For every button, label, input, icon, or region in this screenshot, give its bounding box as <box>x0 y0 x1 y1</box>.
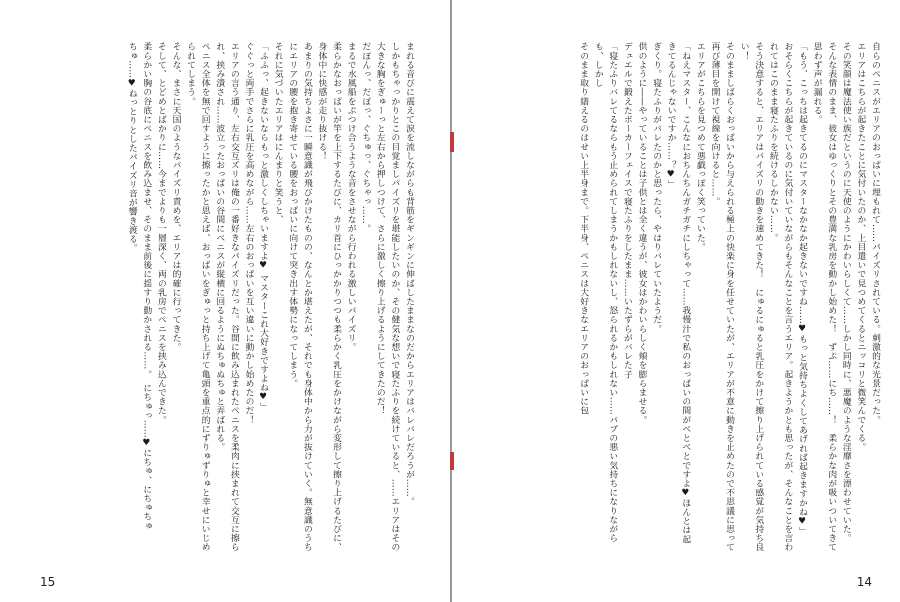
paragraph: 供のように――やっていることは子供とは全く違うが、彼女はかわいらしく頬を膨らませる。 <box>636 42 647 425</box>
paragraph: そんな、まさに天国のようなパイズリ責めを、エリアは的確に行ってきた。 <box>170 42 181 352</box>
paragraph: 柔らかなおっぱいが竿を上下するたびに、カリ首にひっかかりつつも柔らかく乳圧をかけながら変形して擦り上げるたびに、身体中に快感が走り抜ける！ <box>316 42 342 552</box>
paragraph: しかもちゃっかりとこの目覚ましパイズリを堪能したいのか、その健気な想いで寝たふりを続けていると、……エリアはその大きな胸をぎゅーっと左右から押しつけて、さらに激しく擦り上げるようにしてきたのだ！ <box>374 42 400 552</box>
paragraph: そんな表情のまま、彼女はゆっくりとその豊満な乳房を動かし始めた！ ずぷ……にち……！ 柔らかな肉が吸いついてきて思わず声が漏れる。 <box>811 42 837 552</box>
paragraph: 「ねえマスター、こんなにおちんちんガチガチにしちゃって……我慢汁で私のおっぱいの間がべとべとですよ♥ほんとは起きてるんじゃないですか……？♥」 <box>665 42 691 544</box>
page-number-left: 15 <box>40 575 56 589</box>
paragraph: エリアはこちらが起きたことに気付いたのか、上目遣いで見つめてくるとニッコリと微笑んでくる。 <box>855 42 866 452</box>
paragraph: 柔らかい胸の谷底にペニスを飲み込ませ、そのまま前後に揺すり動かされる……。 にちゅっ……♥にちゅ、にちゅちゅ <box>141 42 152 531</box>
paragraph: そして、とどめとばかりに……今までよりも一層深く、両の乳房でペニスを挟み込んできた。 <box>155 42 166 425</box>
paragraph: まるで水風船をぶつけ合うような音をさせながら行われる激しいパイズリ。 <box>345 42 356 352</box>
paragraph: ちゅ……♥ねっとりとしたパイズリ音が響き渡る。 <box>126 42 137 253</box>
left-page-text-columns <box>6 42 416 552</box>
paragraph: そのまま取り繕えるのはせい上半身まで。下半身、ペニスは大好きなエリアのおっぱいに包 <box>578 42 589 416</box>
paragraph: まれる音びに震えて涙を流しながらも背筋をギンギンに伸ばしたままなのだからエリアはバレバレだろうが……。 <box>404 42 414 507</box>
right-page-text-columns <box>492 42 882 552</box>
paragraph: そのまましばらくおっぱいから与えられる極上の快楽に身を任せていたが、エリアが不意に動きを止めたので不思議に思って再び薄目を開けて視線を向けると……。 <box>709 42 735 552</box>
paragraph: あまりの気持ちよさに一瞬意識が飛びかけたものの、なんとか堪えたが、それでも身体中から力が抜けていく。無意識のうちにエリアの腰を抱き寄せている腰をおっぱいに向けて突き出す体勢になってしまう。 <box>287 42 312 552</box>
paragraph: そう決意すると、エリアはパイズリの動きを速めてきた！ にゅるにゅると乳圧をかけて擦り上げられている感覚が気持ち良い！ <box>738 42 764 552</box>
right-page <box>454 0 900 602</box>
paragraph: それに気づいたエリアはにんまりと笑うと、 <box>272 42 283 224</box>
paragraph: 「ふふっ、起きないならもっと激しくしちゃいますよ♥ マスターこれ大好きですよね♥」 <box>258 42 269 412</box>
paragraph: 「もう、こっちは起きてるのにマスターなかなか起きないですね……♥もっと気持ちよくしてあげれば起きますかね♥」 <box>797 42 808 536</box>
paragraph: ぐぐっと両手でさらに乳圧を高めながら……左右のおっぱいを互い違いに動かし始めたのだ！ <box>243 42 254 425</box>
paragraph: 「寝たふりバレてるならもう止められてしまうかもしれないし、怒られるかもしれない……パブの悪い気持ちになりながらも、しかし <box>592 42 618 543</box>
paragraph: ペニス全体を無で回すように擦ったかと思えば、おっぱいをぎゅっと持ち上げて亀頭を重点的にずりゅずりゅと幸せにいじめられてしまう。 <box>185 42 210 552</box>
paragraph: 自らのペニスがエリアのおっぱいに埋もれて……パイズリされている。刺激的な光景だった。 <box>870 42 880 425</box>
paragraph: エリアの言う通り、左右交互ズリは俺の一番好きなパイズリだった。谷間に飲み込まれたペニスを柔肉に挟まれて交互に擦られ、挟み潰され……波立ったおっぱいの谷間にペニスが縦横に回るようにぬちゅぬちゅと弄ばれる。 <box>214 42 239 552</box>
paragraph: その笑顔は魔法使い族だというのに天使のようにかわいらしくて……しかし同時に、悪魔のような淫靡さを漂わせていた。 <box>840 42 851 543</box>
page-number-right: 14 <box>856 575 872 589</box>
paragraph: おそらくこちらが起きているのに気付いていながらもそんなことを言うエリア。起きようかとも思ったが、そんなことを言われてはこのまま寝たふりを続けるしかない……。 <box>767 42 793 552</box>
paragraph: だぽんっ、だぽっ、ぐちゅっ、ぐちゃっ……。 <box>360 42 371 234</box>
paragraph: ぎくり。寝たふりがバレたのかと思ったら、やはりバレていたようだ。 <box>651 42 662 334</box>
paragraph: エリアがこちらを見つめて悪戯っぽく笑っていた。 <box>694 42 705 252</box>
left-page <box>0 0 448 602</box>
paragraph: デュエルで鍛えたボーカーフェイスで寝たふりをしたまま……いたずらがバレた子 <box>621 42 632 379</box>
